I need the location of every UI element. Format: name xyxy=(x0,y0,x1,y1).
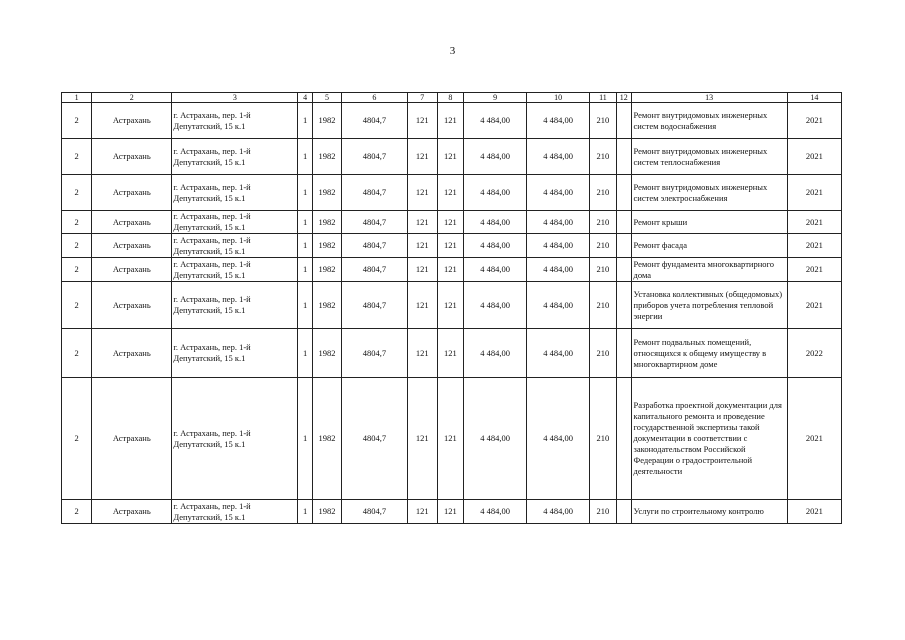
address-cell: г. Астрахань, пер. 1-й Депутатский, 15 к.1 xyxy=(172,282,298,329)
cost-limit-cell: 4 484,00 xyxy=(527,175,589,211)
work-type-cell: Ремонт внутридомовых инженерных систем теплоснабжения xyxy=(631,139,787,175)
cost-cell: 4 484,00 xyxy=(463,234,527,258)
build-year-cell: 1982 xyxy=(312,234,341,258)
build-year-cell: 1982 xyxy=(312,175,341,211)
apartments-count-cell: 121 xyxy=(407,378,437,500)
term-cell: 210 xyxy=(589,175,616,211)
plan-year-cell: 2021 xyxy=(787,103,841,139)
municipality-cell: Астрахань xyxy=(92,234,172,258)
extra-cell-cell xyxy=(616,211,631,234)
object-count-cell: 1 xyxy=(298,139,313,175)
column-number: 11 xyxy=(589,93,616,103)
residents-count-cell: 121 xyxy=(437,175,463,211)
region-code-cell: 2 xyxy=(62,234,92,258)
region-code-cell: 2 xyxy=(62,211,92,234)
residents-count-cell: 121 xyxy=(437,329,463,378)
table-row xyxy=(62,175,842,211)
cost-cell: 4 484,00 xyxy=(463,282,527,329)
plan-year-cell: 2021 xyxy=(787,175,841,211)
term-cell: 210 xyxy=(589,500,616,524)
object-count-cell: 1 xyxy=(298,258,313,282)
apartments-count-cell: 121 xyxy=(407,234,437,258)
work-type-cell: Ремонт внутридомовых инженерных систем водоснабжения xyxy=(631,103,787,139)
plan-year-cell: 2021 xyxy=(787,234,841,258)
column-number: 10 xyxy=(527,93,589,103)
apartments-count-cell: 121 xyxy=(407,500,437,524)
object-count-cell: 1 xyxy=(298,234,313,258)
region-code-cell: 2 xyxy=(62,258,92,282)
cost-limit-cell: 4 484,00 xyxy=(527,234,589,258)
term-cell: 210 xyxy=(589,211,616,234)
column-number: 5 xyxy=(312,93,341,103)
region-code-cell: 2 xyxy=(62,282,92,329)
apartments-count-cell: 121 xyxy=(407,103,437,139)
extra-cell-cell xyxy=(616,103,631,139)
address-cell: г. Астрахань, пер. 1-й Депутатский, 15 к.1 xyxy=(172,211,298,234)
cost-limit-cell: 4 484,00 xyxy=(527,258,589,282)
column-number: 4 xyxy=(298,93,313,103)
residents-count-cell: 121 xyxy=(437,139,463,175)
column-number: 6 xyxy=(342,93,408,103)
work-type-cell: Установка коллективных (общедомовых) приборов учета потребления тепловой энергии xyxy=(631,282,787,329)
table-row xyxy=(62,282,842,329)
apartments-count-cell: 121 xyxy=(407,211,437,234)
plan-year-cell: 2021 xyxy=(787,139,841,175)
object-count-cell: 1 xyxy=(298,175,313,211)
residents-count-cell: 121 xyxy=(437,103,463,139)
object-count-cell: 1 xyxy=(298,211,313,234)
object-count-cell: 1 xyxy=(298,329,313,378)
total-area-cell: 4804,7 xyxy=(342,500,408,524)
column-number: 7 xyxy=(407,93,437,103)
table-row xyxy=(62,139,842,175)
object-count-cell: 1 xyxy=(298,103,313,139)
term-cell: 210 xyxy=(589,282,616,329)
total-area-cell: 4804,7 xyxy=(342,103,408,139)
cost-limit-cell: 4 484,00 xyxy=(527,103,589,139)
address-cell: г. Астрахань, пер. 1-й Депутатский, 15 к.1 xyxy=(172,234,298,258)
extra-cell-cell xyxy=(616,258,631,282)
object-count-cell: 1 xyxy=(298,500,313,524)
plan-year-cell: 2021 xyxy=(787,500,841,524)
total-area-cell: 4804,7 xyxy=(342,175,408,211)
address-cell: г. Астрахань, пер. 1-й Депутатский, 15 к.1 xyxy=(172,329,298,378)
build-year-cell: 1982 xyxy=(312,103,341,139)
plan-year-cell: 2021 xyxy=(787,282,841,329)
residents-count-cell: 121 xyxy=(437,211,463,234)
table-row xyxy=(62,500,842,524)
build-year-cell: 1982 xyxy=(312,258,341,282)
cost-cell: 4 484,00 xyxy=(463,211,527,234)
address-cell: г. Астрахань, пер. 1-й Депутатский, 15 к.1 xyxy=(172,258,298,282)
table-row xyxy=(62,378,842,500)
municipality-cell: Астрахань xyxy=(92,500,172,524)
build-year-cell: 1982 xyxy=(312,139,341,175)
address-cell: г. Астрахань, пер. 1-й Депутатский, 15 к.1 xyxy=(172,103,298,139)
build-year-cell: 1982 xyxy=(312,211,341,234)
address-cell: г. Астрахань, пер. 1-й Депутатский, 15 к.1 xyxy=(172,378,298,500)
municipality-cell: Астрахань xyxy=(92,175,172,211)
address-cell: г. Астрахань, пер. 1-й Депутатский, 15 к.1 xyxy=(172,139,298,175)
column-number: 9 xyxy=(463,93,527,103)
residents-count-cell: 121 xyxy=(437,500,463,524)
apartments-count-cell: 121 xyxy=(407,258,437,282)
cost-cell: 4 484,00 xyxy=(463,139,527,175)
extra-cell-cell xyxy=(616,234,631,258)
region-code-cell: 2 xyxy=(62,329,92,378)
extra-cell-cell xyxy=(616,282,631,329)
region-code-cell: 2 xyxy=(62,103,92,139)
cost-cell: 4 484,00 xyxy=(463,103,527,139)
cost-cell: 4 484,00 xyxy=(463,175,527,211)
term-cell: 210 xyxy=(589,234,616,258)
table-row xyxy=(62,329,842,378)
municipality-cell: Астрахань xyxy=(92,378,172,500)
work-type-cell: Ремонт фундамента многоквартирного дома xyxy=(631,258,787,282)
build-year-cell: 1982 xyxy=(312,500,341,524)
address-cell: г. Астрахань, пер. 1-й Депутатский, 15 к.1 xyxy=(172,175,298,211)
table-row xyxy=(62,103,842,139)
total-area-cell: 4804,7 xyxy=(342,329,408,378)
cost-limit-cell: 4 484,00 xyxy=(527,329,589,378)
extra-cell-cell xyxy=(616,378,631,500)
object-count-cell: 1 xyxy=(298,378,313,500)
residents-count-cell: 121 xyxy=(437,282,463,329)
apartments-count-cell: 121 xyxy=(407,139,437,175)
extra-cell-cell xyxy=(616,500,631,524)
extra-cell-cell xyxy=(616,139,631,175)
region-code-cell: 2 xyxy=(62,378,92,500)
plan-year-cell: 2021 xyxy=(787,211,841,234)
cost-cell: 4 484,00 xyxy=(463,500,527,524)
municipality-cell: Астрахань xyxy=(92,282,172,329)
cost-limit-cell: 4 484,00 xyxy=(527,378,589,500)
work-type-cell: Ремонт фасада xyxy=(631,234,787,258)
cost-cell: 4 484,00 xyxy=(463,329,527,378)
region-code-cell: 2 xyxy=(62,500,92,524)
table-row xyxy=(62,211,842,234)
cost-cell: 4 484,00 xyxy=(463,378,527,500)
column-number: 2 xyxy=(92,93,172,103)
term-cell: 210 xyxy=(589,378,616,500)
object-count-cell: 1 xyxy=(298,282,313,329)
build-year-cell: 1982 xyxy=(312,329,341,378)
work-type-cell: Услуги по строительному контролю xyxy=(631,500,787,524)
address-cell: г. Астрахань, пер. 1-й Депутатский, 15 к.1 xyxy=(172,500,298,524)
apartments-count-cell: 121 xyxy=(407,282,437,329)
column-number: 3 xyxy=(172,93,298,103)
plan-year-cell: 2022 xyxy=(787,329,841,378)
table-row xyxy=(62,234,842,258)
term-cell: 210 xyxy=(589,329,616,378)
municipality-cell: Астрахань xyxy=(92,258,172,282)
build-year-cell: 1982 xyxy=(312,378,341,500)
term-cell: 210 xyxy=(589,139,616,175)
residents-count-cell: 121 xyxy=(437,234,463,258)
page-number: 3 xyxy=(449,45,456,57)
total-area-cell: 4804,7 xyxy=(342,234,408,258)
total-area-cell: 4804,7 xyxy=(342,258,408,282)
column-number: 1 xyxy=(62,93,92,103)
cost-limit-cell: 4 484,00 xyxy=(527,139,589,175)
capital-repair-table xyxy=(61,92,842,524)
build-year-cell: 1982 xyxy=(312,282,341,329)
apartments-count-cell: 121 xyxy=(407,329,437,378)
municipality-cell: Астрахань xyxy=(92,103,172,139)
municipality-cell: Астрахань xyxy=(92,329,172,378)
plan-year-cell: 2021 xyxy=(787,378,841,500)
total-area-cell: 4804,7 xyxy=(342,378,408,500)
municipality-cell: Астрахань xyxy=(92,211,172,234)
term-cell: 210 xyxy=(589,258,616,282)
cost-limit-cell: 4 484,00 xyxy=(527,211,589,234)
residents-count-cell: 121 xyxy=(437,378,463,500)
municipality-cell: Астрахань xyxy=(92,139,172,175)
work-type-cell: Ремонт крыши xyxy=(631,211,787,234)
column-number: 12 xyxy=(616,93,631,103)
work-type-cell: Ремонт внутридомовых инженерных систем электроснабжения xyxy=(631,175,787,211)
cost-limit-cell: 4 484,00 xyxy=(527,282,589,329)
extra-cell-cell xyxy=(616,329,631,378)
column-number: 13 xyxy=(631,93,787,103)
column-number-row xyxy=(62,93,842,103)
region-code-cell: 2 xyxy=(62,139,92,175)
region-code-cell: 2 xyxy=(62,175,92,211)
residents-count-cell: 121 xyxy=(437,258,463,282)
apartments-count-cell: 121 xyxy=(407,175,437,211)
column-number: 14 xyxy=(787,93,841,103)
total-area-cell: 4804,7 xyxy=(342,139,408,175)
extra-cell-cell xyxy=(616,175,631,211)
total-area-cell: 4804,7 xyxy=(342,282,408,329)
work-type-cell: Разработка проектной документации для капитального ремонта и проведение государственной экспертизы такой документации в соответствии с законодательством Российской Федерации о градостроительной деятельности xyxy=(631,378,787,500)
total-area-cell: 4804,7 xyxy=(342,211,408,234)
cost-cell: 4 484,00 xyxy=(463,258,527,282)
cost-limit-cell: 4 484,00 xyxy=(527,500,589,524)
table-row xyxy=(62,258,842,282)
plan-year-cell: 2021 xyxy=(787,258,841,282)
term-cell: 210 xyxy=(589,103,616,139)
work-type-cell: Ремонт подвальных помещений, относящихся к общему имуществу в многоквартирном доме xyxy=(631,329,787,378)
column-number: 8 xyxy=(437,93,463,103)
